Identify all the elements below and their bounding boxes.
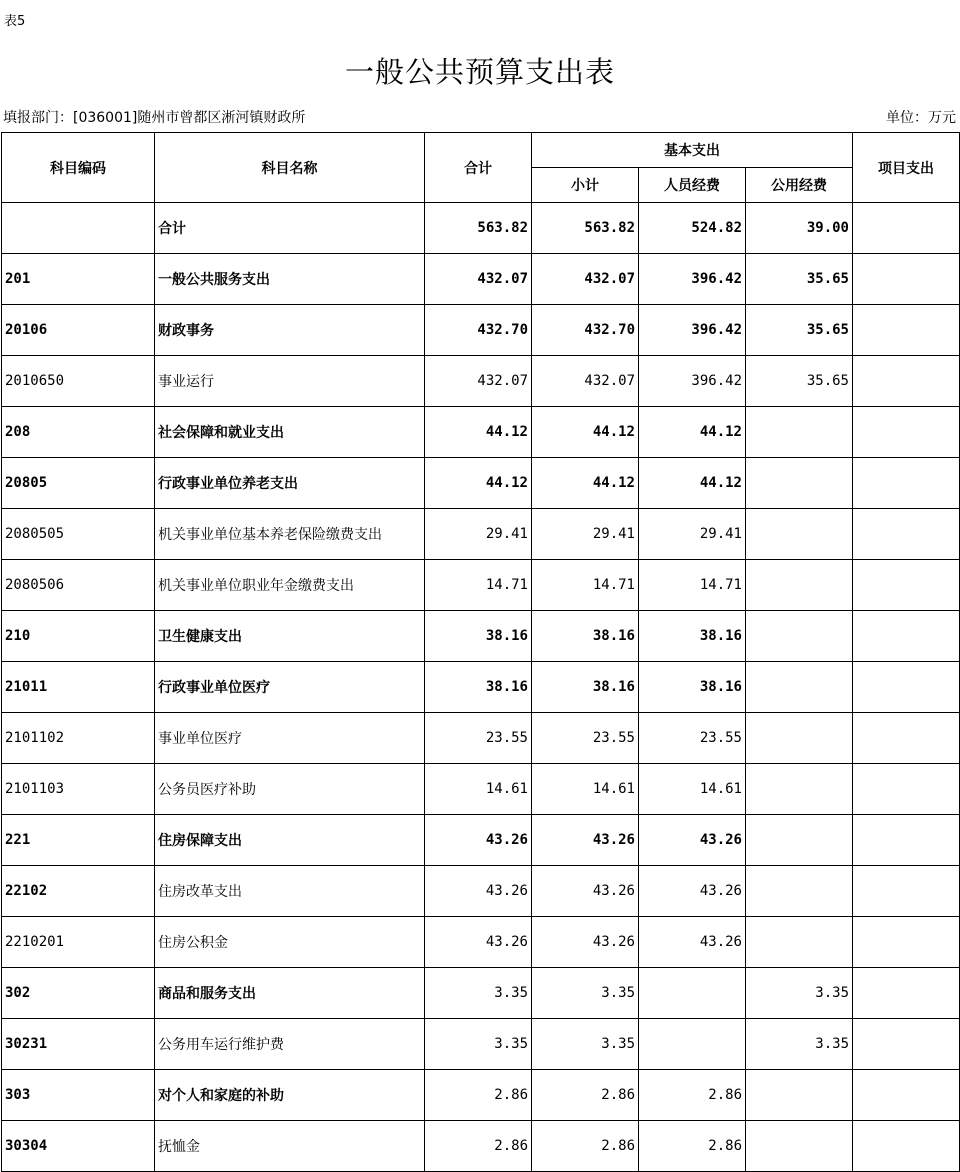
code-cell: 221 [2,815,155,866]
table-row [2,1121,960,1172]
public-cell [746,509,853,560]
code-cell: 302 [2,968,155,1019]
name-cell: 合计 [155,203,425,254]
header-total: 合计 [425,133,532,203]
table-row [2,458,960,509]
personnel-cell: 14.71 [639,560,746,611]
total-cell: 563.82 [425,203,532,254]
total-cell: 38.16 [425,611,532,662]
code-cell: 2101102 [2,713,155,764]
personnel-cell: 38.16 [639,611,746,662]
subtotal-cell: 23.55 [532,713,639,764]
personnel-cell: 396.42 [639,305,746,356]
header-row-1 [2,133,960,168]
subtotal-cell: 38.16 [532,662,639,713]
project-cell [853,713,960,764]
code-cell: 2080505 [2,509,155,560]
total-cell: 3.35 [425,1019,532,1070]
table-body [2,203,960,1172]
public-cell [746,458,853,509]
public-cell [746,611,853,662]
unit-label: 单位：万元 [886,110,956,126]
personnel-cell: 396.42 [639,254,746,305]
subtotal-cell: 38.16 [532,611,639,662]
personnel-cell: 44.12 [639,407,746,458]
public-cell: 35.65 [746,356,853,407]
name-cell: 事业单位医疗 [155,713,425,764]
project-cell [853,305,960,356]
subtotal-cell: 14.61 [532,764,639,815]
name-cell: 行政事业单位医疗 [155,662,425,713]
name-cell: 一般公共服务支出 [155,254,425,305]
personnel-cell: 2.86 [639,1121,746,1172]
project-cell [853,1070,960,1121]
code-cell: 303 [2,1070,155,1121]
project-cell [853,1019,960,1070]
name-cell: 公务员医疗补助 [155,764,425,815]
header-project-expenditure: 项目支出 [853,133,960,203]
table-row [2,1019,960,1070]
budget-expenditure-table [1,132,960,1172]
public-cell: 39.00 [746,203,853,254]
subtotal-cell: 43.26 [532,866,639,917]
public-cell: 3.35 [746,968,853,1019]
header-name: 科目名称 [155,133,425,203]
subtotal-cell: 43.26 [532,815,639,866]
project-cell [853,509,960,560]
table-row [2,764,960,815]
personnel-cell: 43.26 [639,866,746,917]
project-cell [853,866,960,917]
total-cell: 29.41 [425,509,532,560]
subtotal-cell: 14.71 [532,560,639,611]
name-cell: 行政事业单位养老支出 [155,458,425,509]
total-cell: 432.07 [425,356,532,407]
table-row [2,509,960,560]
name-cell: 事业运行 [155,356,425,407]
code-cell: 22102 [2,866,155,917]
personnel-cell: 38.16 [639,662,746,713]
project-cell [853,458,960,509]
public-cell [746,713,853,764]
code-cell: 2080506 [2,560,155,611]
total-cell: 23.55 [425,713,532,764]
personnel-cell: 14.61 [639,764,746,815]
table-row [2,713,960,764]
personnel-cell: 43.26 [639,815,746,866]
public-cell: 35.65 [746,254,853,305]
personnel-cell [639,1019,746,1070]
public-cell [746,866,853,917]
public-cell: 3.35 [746,1019,853,1070]
public-cell [746,764,853,815]
personnel-cell: 23.55 [639,713,746,764]
subtotal-cell: 432.07 [532,356,639,407]
total-cell: 43.26 [425,815,532,866]
header-public: 公用经费 [746,168,853,203]
total-cell: 432.07 [425,254,532,305]
code-cell: 20805 [2,458,155,509]
public-cell [746,1121,853,1172]
total-cell: 3.35 [425,968,532,1019]
total-cell: 432.70 [425,305,532,356]
personnel-cell: 524.82 [639,203,746,254]
total-cell: 2.86 [425,1070,532,1121]
table-row [2,611,960,662]
code-cell: 2210201 [2,917,155,968]
project-cell [853,764,960,815]
personnel-cell [639,968,746,1019]
total-cell: 14.61 [425,764,532,815]
personnel-cell: 396.42 [639,356,746,407]
project-cell [853,407,960,458]
name-cell: 机关事业单位职业年金缴费支出 [155,560,425,611]
project-cell [853,254,960,305]
subtotal-cell: 2.86 [532,1070,639,1121]
personnel-cell: 29.41 [639,509,746,560]
total-cell: 44.12 [425,407,532,458]
code-cell: 210 [2,611,155,662]
header-code: 科目编码 [2,133,155,203]
code-cell: 30304 [2,1121,155,1172]
reporting-department: 填报部门：[036001]随州市曾都区淅河镇财政所 [3,110,306,126]
table-row [2,815,960,866]
public-cell [746,815,853,866]
public-cell [746,662,853,713]
name-cell: 商品和服务支出 [155,968,425,1019]
public-cell [746,560,853,611]
total-cell: 44.12 [425,458,532,509]
project-cell [853,662,960,713]
table-row [2,407,960,458]
code-cell: 2010650 [2,356,155,407]
personnel-cell: 44.12 [639,458,746,509]
table-row [2,662,960,713]
total-cell: 43.26 [425,866,532,917]
subtotal-cell: 432.70 [532,305,639,356]
code-cell: 20106 [2,305,155,356]
table-row [2,1070,960,1121]
project-cell [853,1121,960,1172]
code-cell: 208 [2,407,155,458]
public-cell [746,917,853,968]
subtotal-cell: 44.12 [532,407,639,458]
code-cell [2,203,155,254]
total-cell: 38.16 [425,662,532,713]
project-cell [853,560,960,611]
subtotal-cell: 2.86 [532,1121,639,1172]
table-row [2,968,960,1019]
name-cell: 财政事务 [155,305,425,356]
subtotal-cell: 563.82 [532,203,639,254]
subtotal-cell: 3.35 [532,968,639,1019]
personnel-cell: 2.86 [639,1070,746,1121]
subtotal-cell: 3.35 [532,1019,639,1070]
table-row [2,254,960,305]
name-cell: 抚恤金 [155,1121,425,1172]
table-row [2,917,960,968]
project-cell [853,968,960,1019]
name-cell: 社会保障和就业支出 [155,407,425,458]
name-cell: 对个人和家庭的补助 [155,1070,425,1121]
table-row [2,560,960,611]
project-cell [853,611,960,662]
name-cell: 机关事业单位基本养老保险缴费支出 [155,509,425,560]
name-cell: 住房改革支出 [155,866,425,917]
subtotal-cell: 29.41 [532,509,639,560]
public-cell: 35.65 [746,305,853,356]
subtotal-cell: 43.26 [532,917,639,968]
table-number-label: 表5 [4,14,26,29]
subtotal-cell: 44.12 [532,458,639,509]
name-cell: 住房公积金 [155,917,425,968]
code-cell: 30231 [2,1019,155,1070]
public-cell [746,407,853,458]
total-cell: 14.71 [425,560,532,611]
code-cell: 2101103 [2,764,155,815]
project-cell [853,917,960,968]
total-cell: 2.86 [425,1121,532,1172]
project-cell [853,815,960,866]
total-cell: 43.26 [425,917,532,968]
name-cell: 卫生健康支出 [155,611,425,662]
project-cell [853,203,960,254]
table-row [2,866,960,917]
project-cell [853,356,960,407]
code-cell: 21011 [2,662,155,713]
subtotal-cell: 432.07 [532,254,639,305]
header-subtotal: 小计 [532,168,639,203]
header-personnel: 人员经费 [639,168,746,203]
table-row [2,203,960,254]
public-cell [746,1070,853,1121]
personnel-cell: 43.26 [639,917,746,968]
name-cell: 公务用车运行维护费 [155,1019,425,1070]
code-cell: 201 [2,254,155,305]
name-cell: 住房保障支出 [155,815,425,866]
page-title: 一般公共预算支出表 [344,55,615,89]
table-row [2,305,960,356]
table-row [2,356,960,407]
header-basic-expenditure: 基本支出 [532,133,853,168]
